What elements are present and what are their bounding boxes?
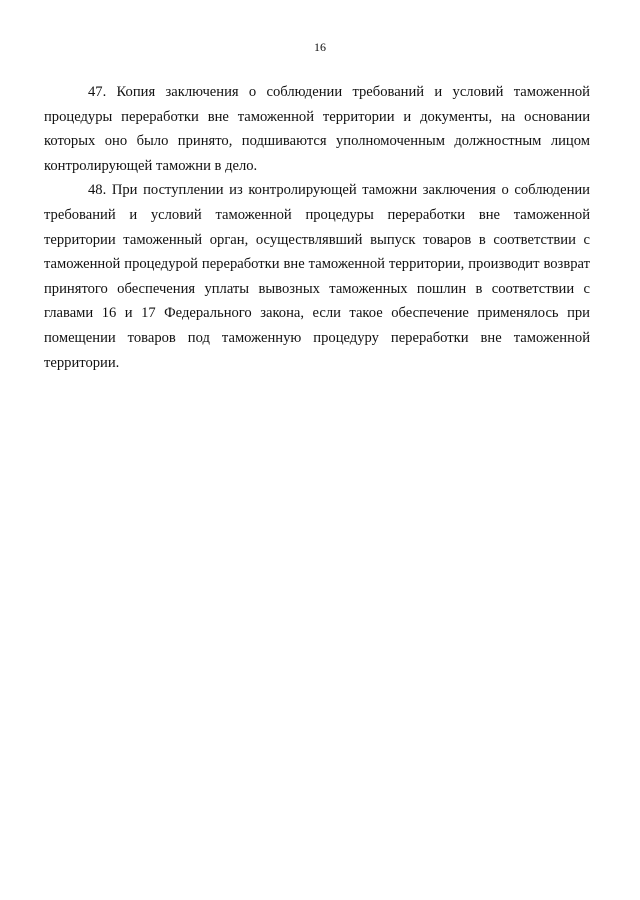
document-body	[44, 80, 590, 375]
paragraph-48: 48. При поступлении из контролирующей таможни заключения о соблюдении требований и условий таможенной процедуры переработки вне таможенной территории таможенный орган, осуществлявший выпуск товаров в соответствии с таможенной процедурой переработки вне таможенной территории, производит возврат принятого обеспечения уплаты вывозных таможенных пошлин в соответствии с главами 16 и 17 Федерального закона, если такое обеспечение применялось при помещении товаров под таможенную процедуру переработки вне таможенной территории.	[44, 182, 590, 371]
page-number: 16	[314, 40, 326, 54]
paragraph-47: 47. Копия заключения о соблюдении требований и условий таможенной процедуры переработки вне таможенной территории и документы, на основании которых оно было принято, подшиваются уполномоченным должностным лицом контролирующей таможни в дело.	[44, 84, 590, 174]
